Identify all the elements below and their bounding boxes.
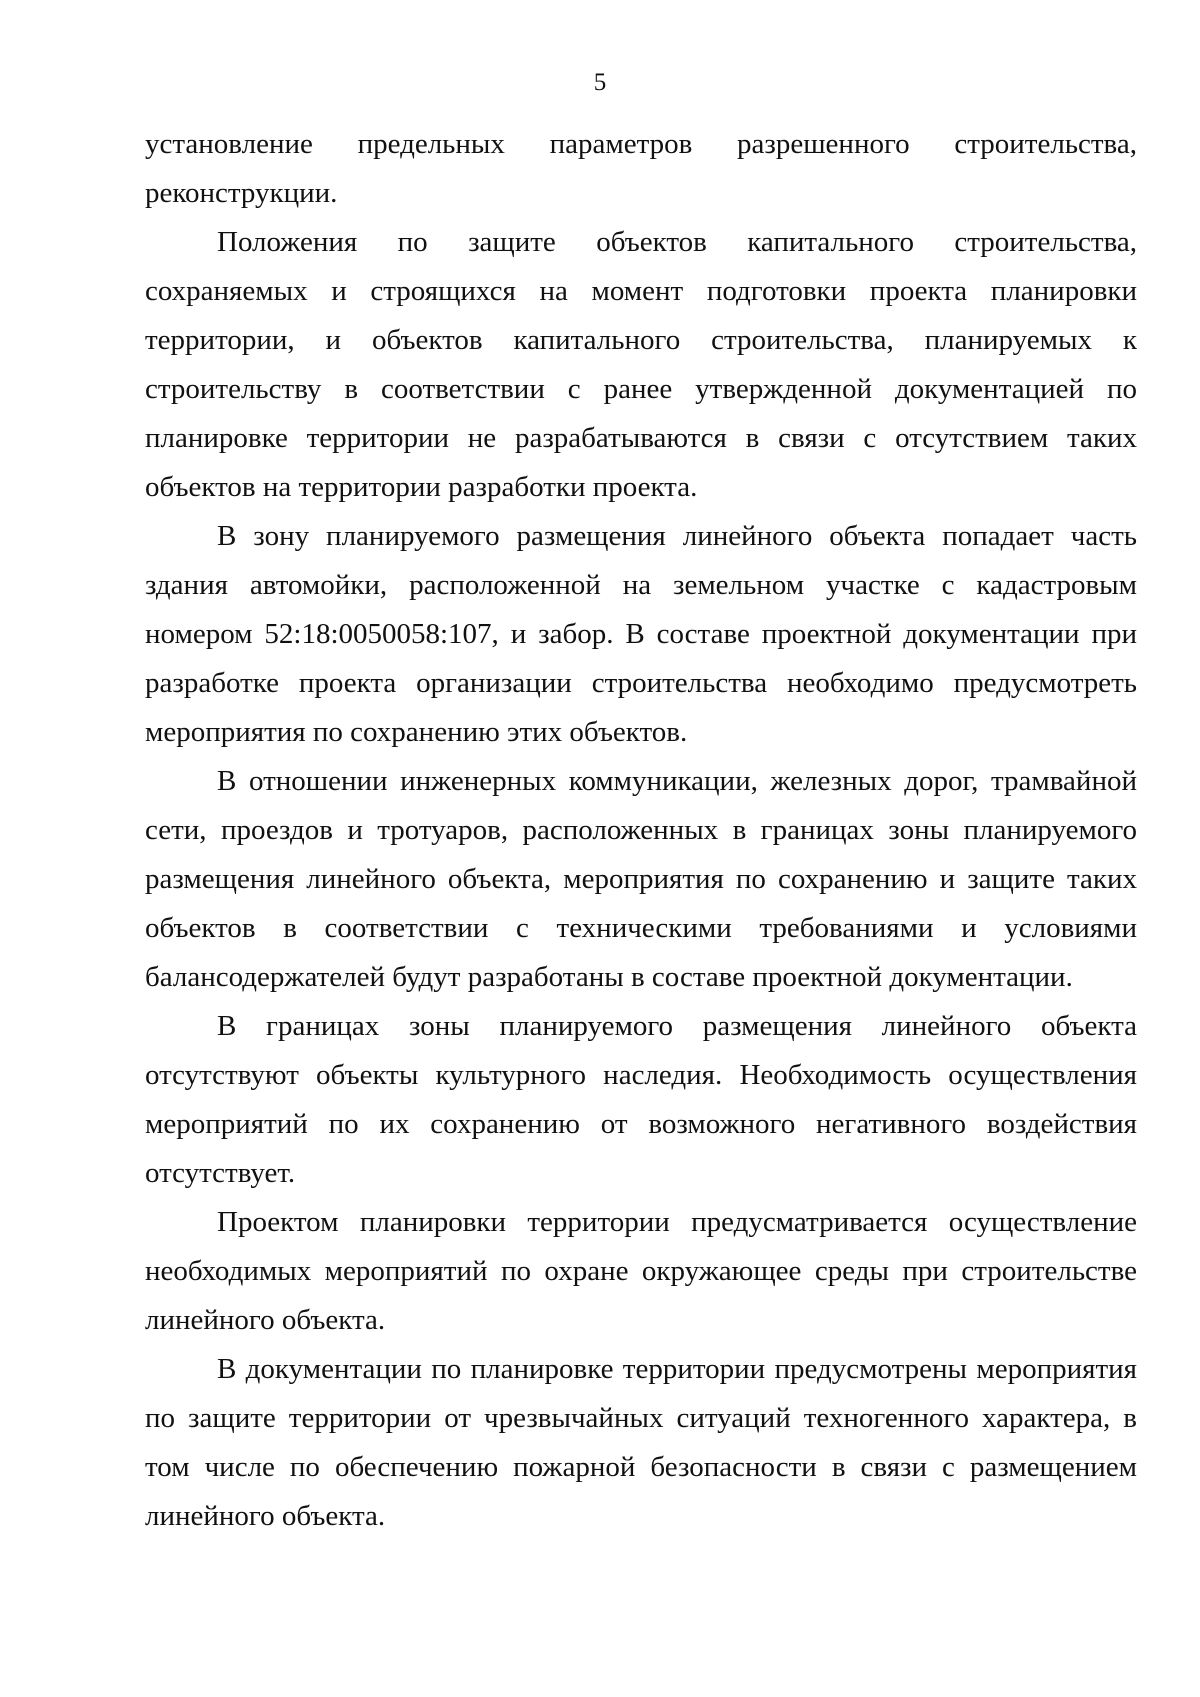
paragraph-car-wash-zone: В зону планируемого размещения линейного объекта попадает часть здания автомойки, расположенной на земельном участке с кадастровым номером 52:18:0050058:107, и забор. В составе проектной документации при разработке проекта организации строительства необходимо предусмотреть мероприятия по сохранению этих объектов. (145, 520, 1137, 748)
paragraph-continuation: установление предельных параметров разрешенного строительства, реконструкции. (145, 128, 1137, 209)
document-body (145, 120, 1137, 1541)
paragraph-protection-capital-objects: Положения по защите объектов капитального строительства, сохраняемых и строящихся на момент подготовки проекта планировки территории, и объектов капитального строительства, планируемых к строительству в соответствии с ранее утвержденной документацией по планировке территории не разрабатываются в связи с отсутствием таких объектов на территории разработки проекта. (145, 226, 1137, 503)
paragraph-cultural-heritage: В границах зоны планируемого размещения линейного объекта отсутствуют объекты культурного наследия. Необходимость осуществления мероприятий по их сохранению от возможного негативного воздействия отсутствует. (145, 1010, 1137, 1189)
paragraph-engineering-communications: В отношении инженерных коммуникации, железных дорог, трамвайной сети, проездов и тротуаров, расположенных в границах зоны планируемого размещения линейного объекта, мероприятия по сохранению и защите таких объектов в соответствии с техническими требованиями и условиями балансодержателей будут разработаны в составе проектной документации. (145, 765, 1137, 993)
paragraph-environment-protection: Проектом планировки территории предусматривается осуществление необходимых мероприятий по охране окружающее среды при строительстве линейного объекта. (145, 1206, 1137, 1336)
page-number: 5 (593, 69, 607, 96)
paragraph-emergency-protection: В документации по планировке территории предусмотрены мероприятия по защите территории от чрезвычайных ситуаций техногенного характера, в том числе по обеспечению пожарной безопасности в связи с размещением линейного объекта. (145, 1353, 1137, 1532)
